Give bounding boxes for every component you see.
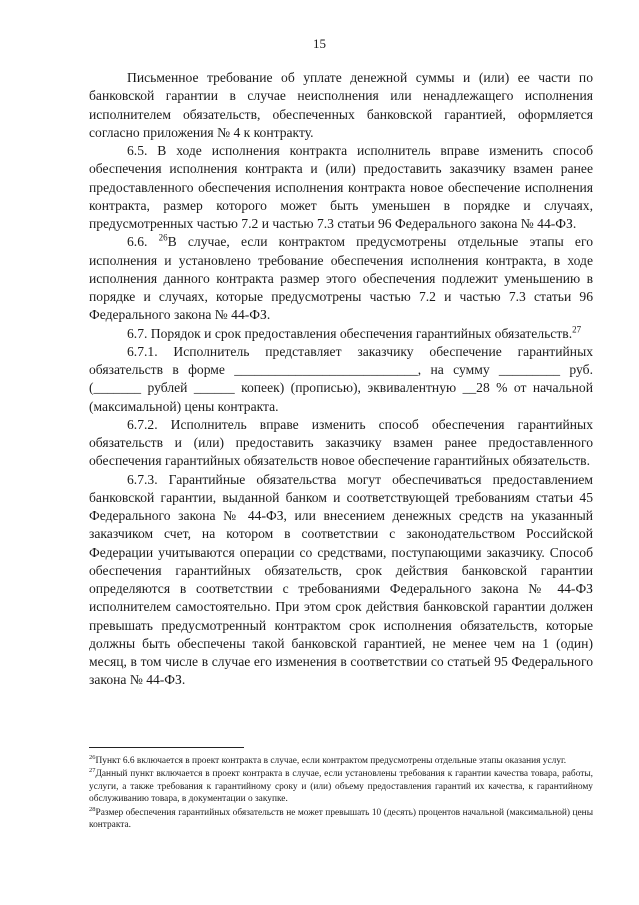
footnotes-section — [89, 755, 593, 832]
footnote-ref: 27 — [572, 323, 582, 334]
footnote-28 — [89, 807, 593, 832]
footnote-text: Размер обеспечения гарантийных обязательств не может превышать 10 (десять) процентов начальной (максимальной) цены контракта. — [89, 807, 593, 831]
footnote-ref: 26 — [158, 232, 168, 243]
paragraph-text: Письменное требование об уплате денежной суммы и (или) ее части по банковской гарантии в случае неисполнения или ненадлежащего исполнения исполнителем обязательств, обеспеченных банковской гарантией, оформляется согласно приложения № 4 к контракту. — [89, 70, 593, 140]
p-6-6 — [89, 233, 593, 324]
contract-body-text — [89, 69, 593, 690]
footnote-marker: 26 — [89, 753, 96, 761]
p-guarantee-demand — [89, 69, 593, 142]
p-6-7-1 — [89, 343, 593, 416]
p-6-7-2 — [89, 416, 593, 471]
paragraph-text: 6.5. В ходе исполнения контракта исполнитель вправе изменить способ обеспечения исполнения контракта и (или) предоставить заказчику взамен ранее предоставленного обеспечения исполнения контракта новое обеспечение исполнения контракта, размер которого может быть уменьшен в порядке и случаях, предусмотренных частью 7.2 и частью 7.3 статьи 96 Федерального закона № 44-ФЗ. — [89, 143, 593, 231]
paragraph-text: 6.7.2. Исполнитель вправе изменить способ обеспечения гарантийных обязательств и (или) предоставить заказчику взамен ранее предоставленного обеспечения гарантийных обязательств новое обеспечение гарантийных обязательств. — [89, 416, 593, 469]
p-6-5 — [89, 142, 593, 233]
footnote-text: Данный пункт включается в проект контракта в случае, если установлены требования к гарантии качества товара, работы, услуги, а также требования к гарантийному сроку и (или) объему предоставления гарантий их качества, к гарантийному обслуживанию товара, в документации о закупке. — [89, 769, 593, 805]
paragraph-text: В случае, если контрактом предусмотрены отдельные этапы его исполнения и установлено требование обеспечения исполнения контракта, в ходе исполнения данного контракта размер этого обеспечения подлежит уменьшению в порядке и случаях, которые предусмотрены частью 7.2 и частью 7.3 статьи 96 Федерального закона № 44-ФЗ. — [89, 234, 594, 323]
footnote-27 — [89, 768, 593, 805]
p-6-7 — [89, 325, 593, 343]
paragraph-lead: 6.6. — [127, 234, 159, 250]
footnote-text: Пункт 6.6 включается в проект контракта в случае, если контрактом предусмотрены отдельные этапы оказания услуг. — [95, 756, 567, 766]
paragraph-text: 6.7.3. Гарантийные обязательства могут обеспечиваться предоставлением банковской гарантии, выданной банком и соответствующей требованиям статьи 45 Федерального закона № 44-ФЗ, или внесением денежных средств на указанный заказчиком счет, на котором в соответствии с законодательством Российской Федерации учитываются операции со средствами, поступающими заказчику. Способ обеспечения гарантийных обязательств, срок действия банковской гарантии определяются в соответствии с требованиями Федерального закона № 44-ФЗ исполнителем самостоятельно. При этом срок действия банковской гарантии должен превышать предусмотренный контрактом срок исполнения обязательств, которые должны быть обеспечены такой банковской гарантией, не менее чем на 1 (один) месяц, в том числе в случае его изменения в соответствии со статьей 95 Федерального закона № 44-ФЗ. — [89, 471, 593, 688]
footnote-marker: 28 — [89, 805, 96, 813]
p-6-7-3 — [89, 471, 593, 690]
paragraph-text: 6.7.1. Исполнитель представляет заказчику обеспечение гарантийных обязательств в форме ___________________________, на сумму _________ руб. (_______ рублей ______ копеек) (прописью), эквивалентную __28 % от начальной (максимальной) цены контракта. — [89, 343, 593, 414]
footnote-26 — [89, 755, 593, 767]
footnote-marker: 27 — [89, 767, 96, 775]
paragraph-text: 6.7. Порядок и срок предоставления обеспечения гарантийных обязательств. — [127, 325, 573, 341]
page-number: 15 — [313, 36, 326, 51]
footnote-separator — [89, 747, 244, 748]
